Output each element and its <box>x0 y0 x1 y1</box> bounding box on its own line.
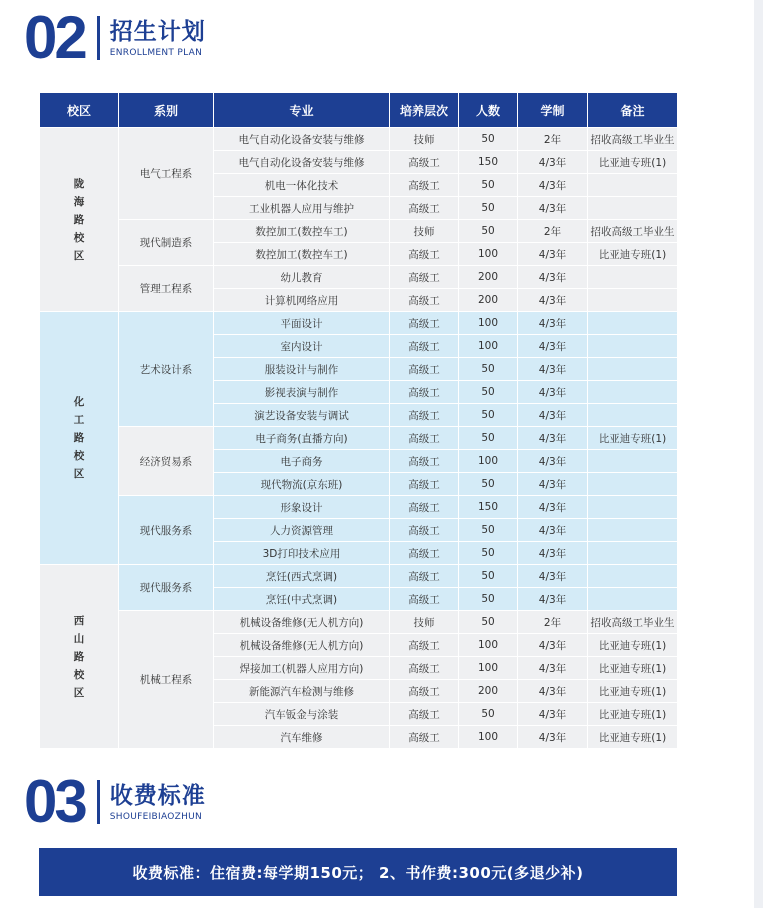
duration-cell: 4/3年 <box>518 496 588 519</box>
major-cell: 烹饪(中式烹调) <box>214 588 390 611</box>
header-campus: 校区 <box>40 93 119 128</box>
level-cell: 高级工 <box>390 174 459 197</box>
remark-cell: 招收高级工毕业生 <box>588 128 678 151</box>
remark-cell: 比亚迪专班(1) <box>588 634 678 657</box>
duration-cell: 4/3年 <box>518 312 588 335</box>
level-cell: 高级工 <box>390 726 459 749</box>
department-cell: 现代服务系 <box>119 496 214 565</box>
duration-cell: 4/3年 <box>518 450 588 473</box>
duration-cell: 2年 <box>518 128 588 151</box>
major-cell: 电气自动化设备安装与维修 <box>214 151 390 174</box>
table-row <box>40 312 678 335</box>
major-cell: 机电一体化技术 <box>214 174 390 197</box>
count-cell: 50 <box>459 427 518 450</box>
section-divider <box>97 780 100 824</box>
level-cell: 高级工 <box>390 703 459 726</box>
campus-cell: 西山路校区 <box>40 565 119 749</box>
count-cell: 50 <box>459 128 518 151</box>
duration-cell: 4/3年 <box>518 381 588 404</box>
duration-cell: 4/3年 <box>518 519 588 542</box>
count-cell: 100 <box>459 657 518 680</box>
duration-cell: 4/3年 <box>518 335 588 358</box>
table-row <box>40 128 678 151</box>
count-cell: 150 <box>459 496 518 519</box>
level-cell: 高级工 <box>390 335 459 358</box>
remark-cell: 比亚迪专班(1) <box>588 427 678 450</box>
major-cell: 汽车钣金与涂装 <box>214 703 390 726</box>
major-cell: 新能源汽车检测与维修 <box>214 680 390 703</box>
section-title: 收费标准 <box>109 782 206 809</box>
duration-cell: 4/3年 <box>518 243 588 266</box>
section-subtitle: SHOUFEIBIAOZHUN <box>109 811 203 822</box>
duration-cell: 4/3年 <box>518 358 588 381</box>
remark-cell <box>588 197 678 220</box>
duration-cell: 4/3年 <box>518 197 588 220</box>
major-cell: 数控加工(数控车工) <box>214 220 390 243</box>
level-cell: 高级工 <box>390 496 459 519</box>
remark-cell <box>588 404 678 427</box>
department-cell: 现代制造系 <box>119 220 214 266</box>
section-header-plan <box>24 4 206 71</box>
section-divider <box>97 16 100 60</box>
remark-cell: 比亚迪专班(1) <box>588 243 678 266</box>
duration-cell: 4/3年 <box>518 174 588 197</box>
count-cell: 50 <box>459 404 518 427</box>
duration-cell: 4/3年 <box>518 151 588 174</box>
level-cell: 高级工 <box>390 404 459 427</box>
section-number: 02 <box>24 4 85 71</box>
count-cell: 50 <box>459 197 518 220</box>
header-major: 专业 <box>214 93 390 128</box>
section-title-block <box>110 18 206 59</box>
major-cell: 电子商务 <box>214 450 390 473</box>
major-cell: 3D打印技术应用 <box>214 542 390 565</box>
remark-cell: 比亚迪专班(1) <box>588 726 678 749</box>
major-cell: 演艺设备安装与调试 <box>214 404 390 427</box>
count-cell: 50 <box>459 542 518 565</box>
level-cell: 高级工 <box>390 381 459 404</box>
campus-cell: 陇海路校区 <box>40 128 119 312</box>
remark-cell: 比亚迪专班(1) <box>588 703 678 726</box>
count-cell: 150 <box>459 151 518 174</box>
campus-cell: 化工路校区 <box>40 312 119 565</box>
enrollment-plan-table <box>39 92 678 749</box>
duration-cell: 4/3年 <box>518 565 588 588</box>
table-row <box>40 565 678 588</box>
level-cell: 高级工 <box>390 197 459 220</box>
count-cell: 50 <box>459 381 518 404</box>
level-cell: 高级工 <box>390 266 459 289</box>
major-cell: 形象设计 <box>214 496 390 519</box>
duration-cell: 4/3年 <box>518 266 588 289</box>
department-cell: 现代服务系 <box>119 565 214 611</box>
remark-cell <box>588 473 678 496</box>
section-number: 03 <box>24 768 85 835</box>
remark-cell <box>588 358 678 381</box>
level-cell: 高级工 <box>390 243 459 266</box>
duration-cell: 4/3年 <box>518 542 588 565</box>
count-cell: 50 <box>459 174 518 197</box>
level-cell: 高级工 <box>390 657 459 680</box>
major-cell: 机械设备维修(无人机方向) <box>214 634 390 657</box>
table-row <box>40 266 678 289</box>
remark-cell <box>588 289 678 312</box>
duration-cell: 4/3年 <box>518 657 588 680</box>
header-department: 系别 <box>119 93 214 128</box>
header-duration: 学制 <box>518 93 588 128</box>
duration-cell: 4/3年 <box>518 588 588 611</box>
major-cell: 人力资源管理 <box>214 519 390 542</box>
count-cell: 200 <box>459 289 518 312</box>
level-cell: 高级工 <box>390 358 459 381</box>
major-cell: 计算机网络应用 <box>214 289 390 312</box>
major-cell: 电气自动化设备安装与维修 <box>214 128 390 151</box>
remark-cell: 比亚迪专班(1) <box>588 657 678 680</box>
count-cell: 200 <box>459 680 518 703</box>
fee-standard-banner: 收费标准：住宿费:每学期150元； 2、书作费:300元(多退少补) <box>39 848 677 896</box>
major-cell: 幼儿教育 <box>214 266 390 289</box>
count-cell: 50 <box>459 611 518 634</box>
page-side-strip <box>754 0 763 908</box>
major-cell: 电子商务(直播方向) <box>214 427 390 450</box>
count-cell: 100 <box>459 634 518 657</box>
level-cell: 高级工 <box>390 634 459 657</box>
major-cell: 现代物流(京东班) <box>214 473 390 496</box>
major-cell: 室内设计 <box>214 335 390 358</box>
major-cell: 烹饪(西式烹调) <box>214 565 390 588</box>
section-title-block <box>110 782 206 823</box>
section-subtitle: ENROLLMENT PLAN <box>109 47 203 58</box>
count-cell: 50 <box>459 220 518 243</box>
department-cell: 艺术设计系 <box>119 312 214 427</box>
level-cell: 高级工 <box>390 542 459 565</box>
count-cell: 100 <box>459 726 518 749</box>
duration-cell: 4/3年 <box>518 703 588 726</box>
major-cell: 汽车维修 <box>214 726 390 749</box>
remark-cell: 招收高级工毕业生 <box>588 220 678 243</box>
count-cell: 50 <box>459 703 518 726</box>
table-row <box>40 611 678 634</box>
major-cell: 工业机器人应用与维护 <box>214 197 390 220</box>
department-cell: 经济贸易系 <box>119 427 214 496</box>
level-cell: 高级工 <box>390 565 459 588</box>
remark-cell <box>588 519 678 542</box>
duration-cell: 4/3年 <box>518 473 588 496</box>
level-cell: 高级工 <box>390 312 459 335</box>
major-cell: 平面设计 <box>214 312 390 335</box>
level-cell: 高级工 <box>390 519 459 542</box>
duration-cell: 2年 <box>518 220 588 243</box>
count-cell: 50 <box>459 473 518 496</box>
count-cell: 100 <box>459 450 518 473</box>
remark-cell <box>588 542 678 565</box>
department-cell: 机械工程系 <box>119 611 214 749</box>
level-cell: 技师 <box>390 128 459 151</box>
level-cell: 技师 <box>390 220 459 243</box>
remark-cell <box>588 496 678 519</box>
remark-cell: 比亚迪专班(1) <box>588 680 678 703</box>
section-header-fee <box>24 768 206 835</box>
duration-cell: 4/3年 <box>518 289 588 312</box>
remark-cell <box>588 565 678 588</box>
header-remark: 备注 <box>588 93 678 128</box>
duration-cell: 4/3年 <box>518 680 588 703</box>
remark-cell <box>588 335 678 358</box>
header-count: 人数 <box>459 93 518 128</box>
remark-cell <box>588 174 678 197</box>
major-cell: 焊接加工(机器人应用方向) <box>214 657 390 680</box>
duration-cell: 4/3年 <box>518 634 588 657</box>
level-cell: 高级工 <box>390 473 459 496</box>
remark-cell <box>588 266 678 289</box>
duration-cell: 2年 <box>518 611 588 634</box>
table-header-row <box>40 93 678 128</box>
count-cell: 200 <box>459 266 518 289</box>
level-cell: 高级工 <box>390 427 459 450</box>
level-cell: 技师 <box>390 611 459 634</box>
major-cell: 影视表演与制作 <box>214 381 390 404</box>
section-title: 招生计划 <box>109 18 206 45</box>
department-cell: 电气工程系 <box>119 128 214 220</box>
count-cell: 100 <box>459 243 518 266</box>
remark-cell <box>588 450 678 473</box>
remark-cell: 招收高级工毕业生 <box>588 611 678 634</box>
major-cell: 服装设计与制作 <box>214 358 390 381</box>
level-cell: 高级工 <box>390 450 459 473</box>
remark-cell <box>588 588 678 611</box>
table-row <box>40 496 678 519</box>
count-cell: 100 <box>459 312 518 335</box>
level-cell: 高级工 <box>390 151 459 174</box>
department-cell: 管理工程系 <box>119 266 214 312</box>
level-cell: 高级工 <box>390 588 459 611</box>
count-cell: 50 <box>459 565 518 588</box>
level-cell: 高级工 <box>390 680 459 703</box>
table-row <box>40 220 678 243</box>
major-cell: 数控加工(数控车工) <box>214 243 390 266</box>
remark-cell: 比亚迪专班(1) <box>588 151 678 174</box>
count-cell: 50 <box>459 588 518 611</box>
duration-cell: 4/3年 <box>518 726 588 749</box>
count-cell: 100 <box>459 335 518 358</box>
remark-cell <box>588 312 678 335</box>
remark-cell <box>588 381 678 404</box>
header-level: 培养层次 <box>390 93 459 128</box>
level-cell: 高级工 <box>390 289 459 312</box>
count-cell: 50 <box>459 358 518 381</box>
table-row <box>40 427 678 450</box>
duration-cell: 4/3年 <box>518 404 588 427</box>
duration-cell: 4/3年 <box>518 427 588 450</box>
major-cell: 机械设备维修(无人机方向) <box>214 611 390 634</box>
count-cell: 50 <box>459 519 518 542</box>
